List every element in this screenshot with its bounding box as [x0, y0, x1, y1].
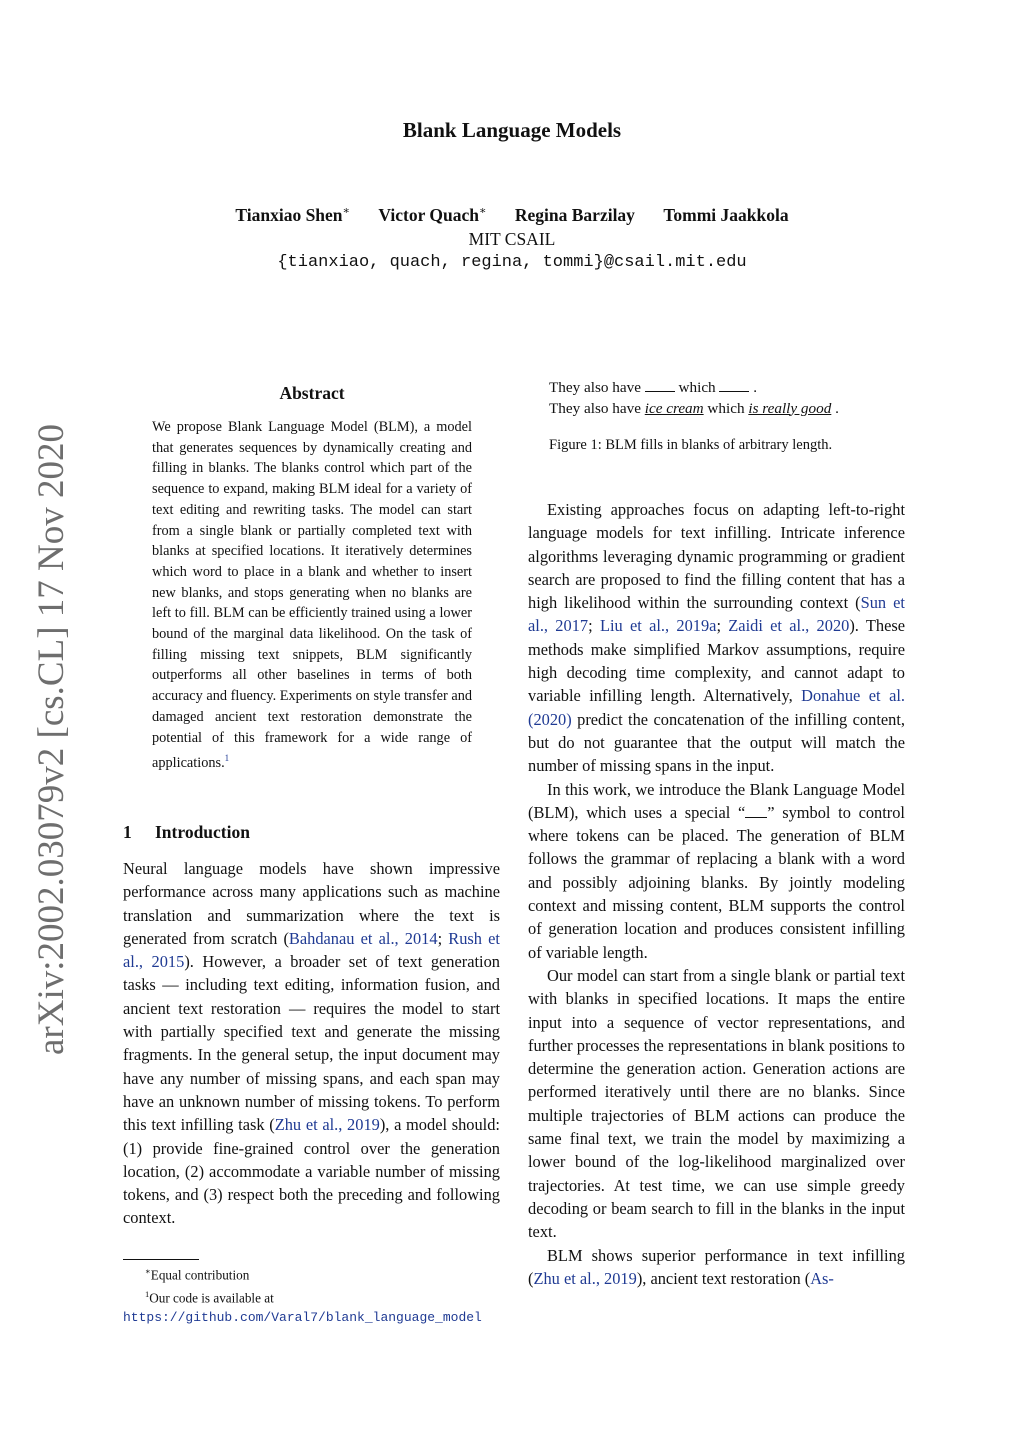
author-name: Tianxiao Shen∗: [235, 204, 351, 225]
body-paragraph: BLM shows superior performance in text infilling (Zhu et al., 2019), ancient text restoration (As-: [528, 1245, 905, 1288]
footnote-divider: [123, 1259, 199, 1260]
introduction-paragraph: Neural language models have shown impressive performance across many applications such as machine translation and summarization where the text is generated from scratch (Bahdanau et al., 2014; Rush et al., 2015). However, a broader set of text generation tasks — including text editing, information fusion, and ancient text restoration — requires the model to start with partially specified text and generate the missing fragments. In the general setup, the input document may have any number of missing spans, and each span may have an unknown number of missing tokens. To perform this text infilling task (Zhu et al., 2019), a model should: (1) provide fine-grained control over the generation location, (2) accommodate a variable number of missing tokens, and (3) respect both the preceding and following context.: [123, 859, 500, 1228]
paper-title: Blank Language Models: [402, 118, 622, 142]
footnotes: [123, 1262, 500, 1327]
abstract-body: We propose Blank Language Model (BLM), a model that generates sequences by dynamically creating and filling in blanks. The blanks control which part of the sequence to expand, making BLM ideal for a variety of text editing and rewriting tasks. The model can start from a single blank or partially completed text with blanks at specified locations. It iteratively determines which word to place in a blank and whether to insert new blanks, and stops generating when no blanks are left to fill. BLM can be efficiently trained using a lower bound of the marginal data likelihood. On the task of filling missing text snippets, BLM significantly outperforms all other baselines in terms of both accuracy and fluency. Experiments on style transfer and damaged ancient text restoration demonstrate the potential of this framework for a wide range of applications.$^1$: [152, 419, 472, 772]
body-paragraph: Our model can start from a single blank or partial text with blanks in specified locations. It maps the entire input into a sequence of vector representations, and further processes the representations in blank positions to determine the generation action. Generation actions are performed iteratively until there are no blanks. Since multiple trajectories of BLM actions can produce the same final text, we train the model by maximizing a lower bound of the log-likelihood marginalized over trajectories. At test time, we can use simple greedy decoding or beam search to fill in the blanks in the input text.: [528, 965, 905, 1242]
citation-link[interactable]: Donahue et al. (2020): [528, 686, 905, 729]
body-paragraph: Existing approaches focus on adapting left-to-right language models for text infilling. Intricate inference algorithms leveraging dynamic programming or gradient search are proposed to find the filling content that has a high likelihood within the surrounding context (Sun et al., 2017; Liu et al., 2019a; Zaidi et al., 2020). These methods make simplified Markov assumptions, require high decoding time complexity, and cannot adapt to variable infilling length. Alternatively, Donahue et al. (2020) predict the concatenation of the infilling content, but do not guarantee that the output will match the number of missing spans in the input.: [528, 500, 906, 776]
author-name: Tommi Jaakkola: [663, 204, 789, 225]
citation-link[interactable]: Zhu et al., 2019: [533, 1268, 637, 1288]
footnote-code: $^1$Our code is available at https://github.com/Varal7/blank_language_model: [123, 1288, 482, 1325]
code-url-link[interactable]: https://github.com/Varal7/blank_language_model: [123, 1309, 482, 1325]
footnote-equal-contribution: ∗Equal contribution: [145, 1266, 250, 1283]
citation-link[interactable]: Zhu et al., 2019: [274, 1115, 380, 1135]
citation-link[interactable]: Bahdanau et al., 2014: [288, 928, 438, 948]
blank-symbol: [645, 379, 675, 392]
citation-link[interactable]: As-: [810, 1268, 834, 1288]
citation-link[interactable]: Rush et al., 2015: [123, 928, 500, 972]
figure-line-filled: They also have ice cream which is really good .: [549, 399, 839, 417]
filled-span: ice cream: [644, 399, 704, 417]
section-heading-introduction: 1 Introduction: [123, 822, 250, 842]
figure-line-blanks: They also have which .: [549, 379, 758, 396]
body-paragraph: In this work, we introduce the Blank Language Model (BLM), which uses a special “ ” symbol to control where tokens can be placed. The generation of BLM follows the grammar of replacing a blank with a word and possibly adjoining blanks. By jointly modeling context and missing content, BLM supports the control of generation location and produces consistent infilling of variable length.: [528, 779, 905, 962]
filled-span: is really good: [748, 399, 832, 417]
blank-symbol: [745, 804, 767, 818]
citation-link[interactable]: Zaidi et al., 2020: [728, 616, 850, 636]
arxiv-identifier-stamp: arXiv:2002.03079v2 [cs.CL] 17 Nov 2020: [31, 424, 72, 1055]
author-emails: {tianxiao, quach, regina, tommi}@csail.mit.edu: [277, 253, 747, 272]
affiliation: MIT CSAIL: [468, 229, 556, 249]
author-list: [0, 204, 1024, 226]
right-column-body: [528, 498, 905, 1290]
abstract-heading: Abstract: [279, 383, 345, 403]
author-name: Victor Quach∗: [378, 204, 487, 225]
author-name: Regina Barzilay: [514, 204, 635, 225]
figure-1-example: [549, 378, 909, 419]
blank-symbol: [719, 379, 749, 392]
footnote-ref[interactable]: 1: [224, 753, 230, 764]
citation-link[interactable]: Sun et al., 2017: [528, 593, 905, 636]
figure-caption: Figure 1: BLM fills in blanks of arbitrary length.: [549, 437, 833, 453]
citation-link[interactable]: Liu et al., 2019a: [599, 616, 717, 636]
